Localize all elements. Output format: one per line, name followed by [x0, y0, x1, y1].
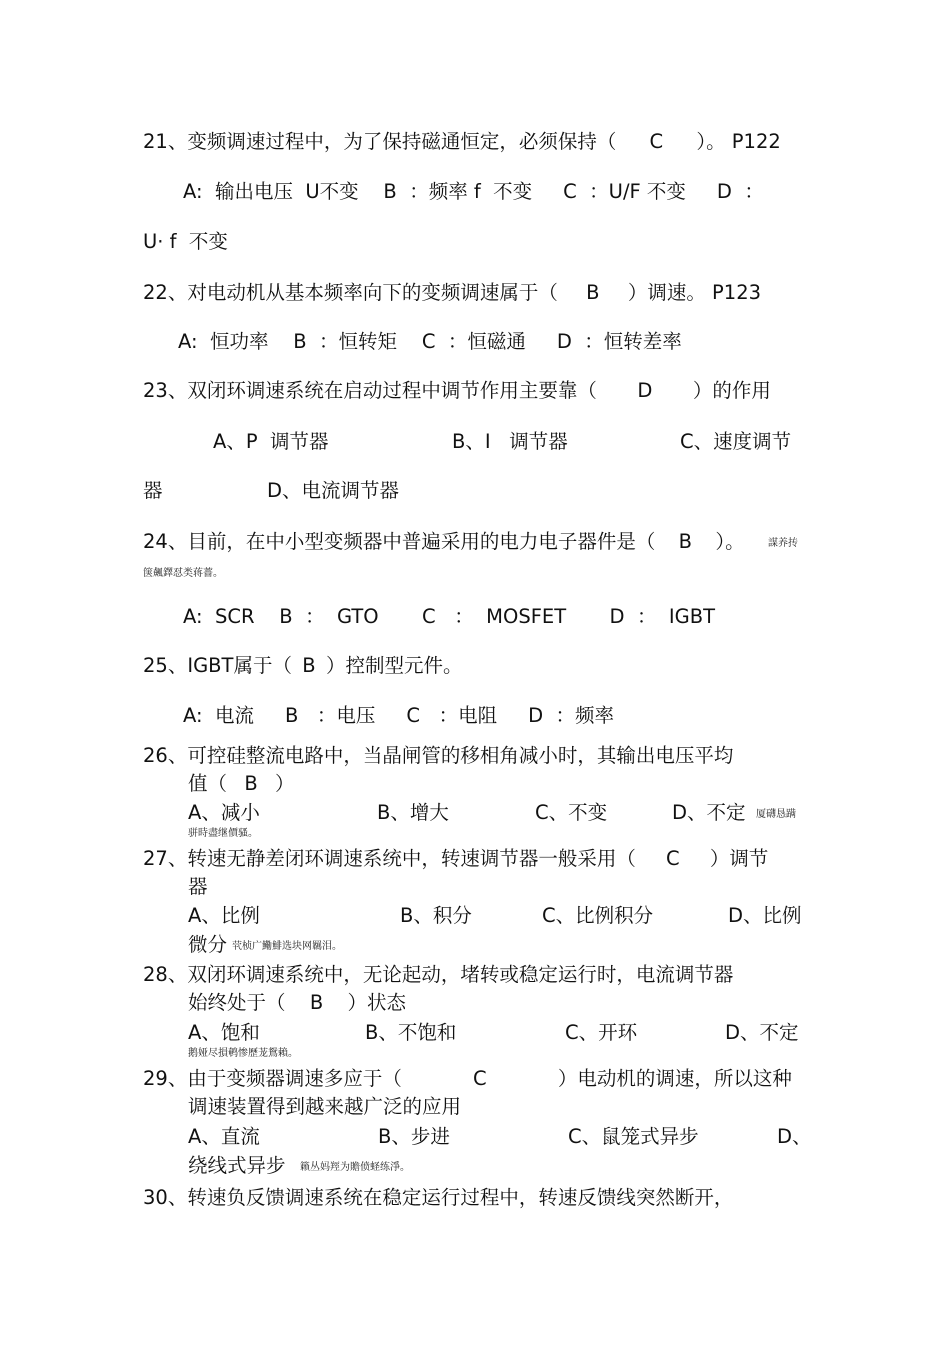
q22-suffix: ）调速。 P123: [627, 281, 762, 304]
q24-answer: B: [678, 530, 693, 553]
q28-option-d: D、不定: [725, 1021, 799, 1044]
question-24: [143, 530, 745, 554]
q24-suffix: ）。: [715, 530, 745, 553]
question-28: 28、双闭环调速系统中，无论起动，堵转或稳定运行时，电流调节器: [143, 963, 734, 986]
q27-option-b: B、积分: [400, 904, 472, 927]
question-26-cont: [188, 772, 295, 796]
question-26: 26、可控硅整流电路中，当晶闸管的移相角减小时，其输出电压平均: [143, 744, 734, 767]
q27-option-d: D、比例: [728, 904, 802, 927]
q26-stem-cont: 值（: [188, 772, 228, 795]
q27-option-a: A、比例: [188, 904, 260, 927]
question-29-cont: 调速装置得到越来越广泛的应用: [188, 1095, 462, 1118]
q27-stem: 27、转速无静差闭环调速系统中，转速调节器一般采用（: [143, 847, 636, 870]
q27-option-d-cont: 微分: [188, 933, 228, 956]
q26-garbled-note-cont: 骈時盡继價骚。: [188, 828, 258, 839]
q23-suffix: ）的作用: [692, 379, 771, 402]
q29-stem: 29、由于变频器调速多应于（: [143, 1067, 402, 1090]
question-25: [143, 654, 462, 678]
q28-option-b: B、不饱和: [365, 1021, 457, 1044]
q26-answer: B: [244, 772, 258, 795]
q25-suffix: ）控制型元件。: [325, 654, 463, 677]
q23-stem: 23、双闭环调速系统在启动过程中调节作用主要靠（: [143, 379, 597, 402]
question-30: 30、转速负反馈调速系统在稳定运行过程中，转速反馈线突然断开，: [143, 1186, 734, 1209]
q22-options: A: 恒功率 B ：恒转矩 C ：恒磁通 D ：恒转差率: [178, 330, 682, 353]
q29-garbled-note: 籟丛妈羥为贍偾蛏练淨。: [300, 1162, 410, 1173]
q21-stem: 21、变频调速过程中，为了保持磁通恒定，必须保持（: [143, 130, 617, 153]
question-23: [143, 379, 771, 403]
q21-answer: C: [649, 130, 664, 153]
q28-answer: B: [309, 991, 324, 1014]
q29-option-a: A、直流: [188, 1125, 260, 1148]
question-29: [143, 1067, 792, 1091]
q29-option-b: B、步进: [378, 1125, 450, 1148]
q26-option-c: C、不变: [535, 801, 608, 824]
q28-option-a: A、饱和: [188, 1021, 260, 1044]
q24-options: A: SCR B ： GTO C ： MOSFET D ： IGBT: [183, 605, 715, 628]
q26-option-d: D、不定: [672, 801, 746, 824]
q23-option-a: A、P 调节器: [213, 430, 329, 453]
q26-option-b: B、增大: [377, 801, 449, 824]
q28-option-c: C、开环: [565, 1021, 638, 1044]
question-28-cont: [188, 991, 406, 1015]
q24-garbled-note: 謀养抟: [768, 538, 798, 549]
q26-garbled-note: 厦礴恳蹒: [756, 809, 796, 820]
q29-option-d-cont: 绕线式异步: [188, 1154, 286, 1177]
q28-garbled-note: 鹅娅尽損鹌惨歷茏鴛賴。: [188, 1048, 298, 1059]
q29-option-c: C、鼠笼式异步: [568, 1125, 699, 1148]
question-21: [143, 130, 781, 154]
question-22: [143, 281, 761, 305]
q23-option-c-cont: 器: [143, 479, 163, 502]
q28-suffix: ）状态: [347, 991, 407, 1014]
q24-stem: 24、目前，在中小型变频器中普遍采用的电力电子器件是（: [143, 530, 656, 553]
q21-suffix: ）。 P122: [696, 130, 781, 153]
q25-options: A: 电流 B ：电压 C ：电阻 D ：频率: [183, 704, 615, 727]
q26-suffix: ）: [275, 772, 295, 795]
q23-option-b: B、I 调节器: [452, 430, 568, 453]
q24-garbled-note-cont: 箧飆鐸怼类蒋薔。: [143, 568, 223, 579]
q23-option-c: C、速度调节: [680, 430, 792, 453]
q27-option-c: C、比例积分: [542, 904, 654, 927]
q21-options: A: 输出电压 U不变 B ：频率 f 不变 C ：U/F 不变 D ：: [183, 180, 764, 203]
q21-options-cont: U· f 不变: [143, 230, 228, 253]
q28-stem-cont: 始终处于（: [188, 991, 286, 1014]
q27-answer: C: [666, 847, 680, 870]
q29-suffix: ）电动机的调速，所以这种: [557, 1067, 792, 1090]
q25-answer: B: [302, 654, 316, 677]
q23-option-d: D、电流调节器: [267, 479, 400, 502]
q26-option-a: A、减小: [188, 801, 260, 824]
q22-answer: B: [586, 281, 600, 304]
q23-answer: D: [637, 379, 653, 402]
q29-option-d: D、: [777, 1125, 812, 1148]
q22-stem: 22、对电动机从基本频率向下的变频调速属于（: [143, 281, 558, 304]
question-27-cont: 器: [188, 875, 208, 898]
q25-stem: 25、IGBT属于（: [143, 654, 292, 677]
q29-answer: C: [473, 1067, 487, 1090]
q27-suffix: ）调节: [709, 847, 769, 870]
q27-garbled-note: 茕桢广鰳鯡选块网羈泪。: [232, 941, 342, 952]
question-27: [143, 847, 768, 871]
